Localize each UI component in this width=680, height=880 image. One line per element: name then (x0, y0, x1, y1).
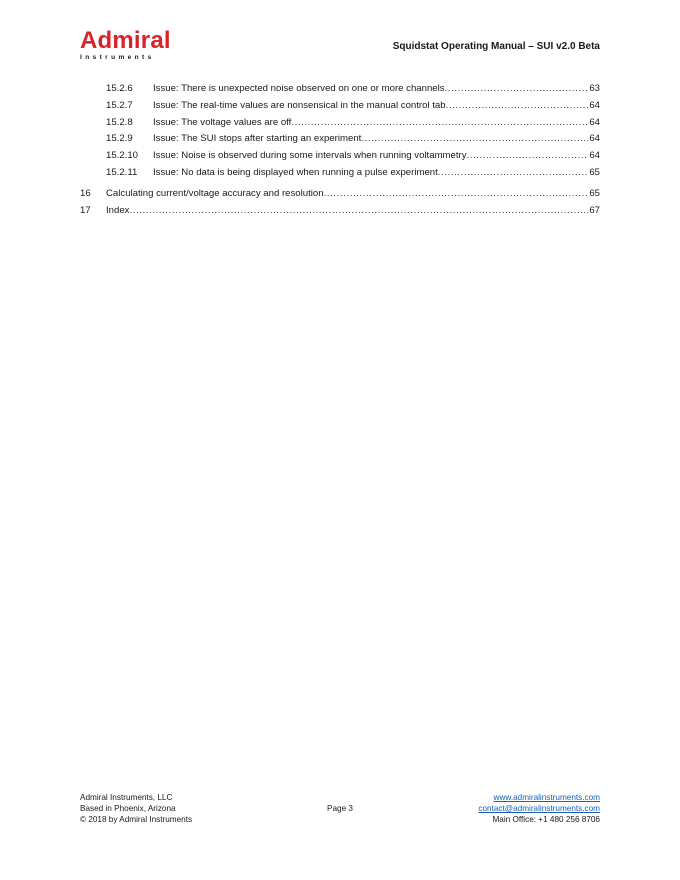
toc-page-number: 65 (589, 166, 600, 178)
toc-number: 15.2.8 (106, 116, 133, 128)
toc-leader (291, 115, 588, 132)
company-logo (80, 29, 171, 62)
toc-number: 15.2.6 (106, 83, 133, 94)
toc-entry[interactable] (80, 131, 600, 148)
toc-entry[interactable] (80, 148, 600, 165)
document-title: Squidstat Operating Manual – SUI v2.0 Beta (392, 41, 600, 52)
toc-title: Issue: No data is being displayed when running a pulse experiment (153, 166, 438, 178)
toc-title: Calculating current/voltage accuracy and resolution (106, 187, 324, 199)
toc-leader (467, 148, 589, 165)
toc-entry[interactable] (80, 115, 600, 132)
footer-location: Based in Phoenix, Arizona (80, 804, 176, 813)
toc-number: 15.2.11 (106, 166, 138, 178)
toc-entry[interactable] (80, 186, 600, 203)
logo-subtitle: Instruments (80, 54, 155, 61)
toc-page-number: 64 (589, 99, 600, 111)
toc-number: 15.2.10 (106, 150, 139, 162)
toc-leader (324, 186, 589, 203)
website-link[interactable]: www.admiralinstruments.com (493, 793, 600, 802)
toc-title: Issue: Noise is observed during some intervals when running voltammetry (153, 150, 467, 162)
toc-title: Issue: The voltage values are off (153, 116, 292, 128)
toc-page-number: 64 (589, 133, 600, 145)
footer-copyright: © 2018 by Admiral Instruments (80, 815, 193, 824)
toc-entry[interactable] (80, 203, 600, 220)
toc-title: Issue: There is unexpected noise observed on one or more channels (153, 83, 445, 94)
toc-leader (361, 131, 588, 148)
toc-page-number: 67 (589, 204, 600, 216)
toc-leader (438, 165, 589, 182)
toc-number: 17 (80, 204, 91, 216)
toc-number: 15.2.9 (106, 133, 133, 145)
toc-title: Index (106, 204, 130, 216)
toc-leader (445, 81, 589, 98)
toc-entry[interactable] (80, 98, 600, 115)
table-of-contents (80, 81, 600, 219)
toc-page-number: 63 (589, 83, 600, 94)
toc-entry[interactable] (80, 81, 600, 98)
toc-page-number: 65 (589, 187, 600, 199)
footer-contact-info (478, 792, 600, 825)
footer-page-label: Page 3 (327, 804, 353, 813)
toc-title: Issue: The real-time values are nonsensical in the manual control tab (153, 99, 446, 111)
logo-name: Admiral (80, 27, 171, 54)
toc-number: 16 (80, 187, 91, 199)
page-footer (80, 792, 600, 828)
email-link[interactable]: contact@admiralinstruments.com (478, 804, 600, 813)
toc-number: 15.2.7 (106, 99, 133, 111)
toc-entry[interactable] (80, 165, 600, 182)
toc-page-number: 64 (589, 150, 600, 162)
toc-title: Issue: The SUI stops after starting an experiment (153, 133, 362, 145)
toc-leader (129, 203, 588, 220)
toc-leader (446, 98, 589, 115)
footer-company: Admiral Instruments, LLC (80, 793, 173, 802)
footer-phone: Main Office: +1 480 256 8706 (492, 815, 600, 824)
toc-page-number: 64 (589, 116, 600, 128)
